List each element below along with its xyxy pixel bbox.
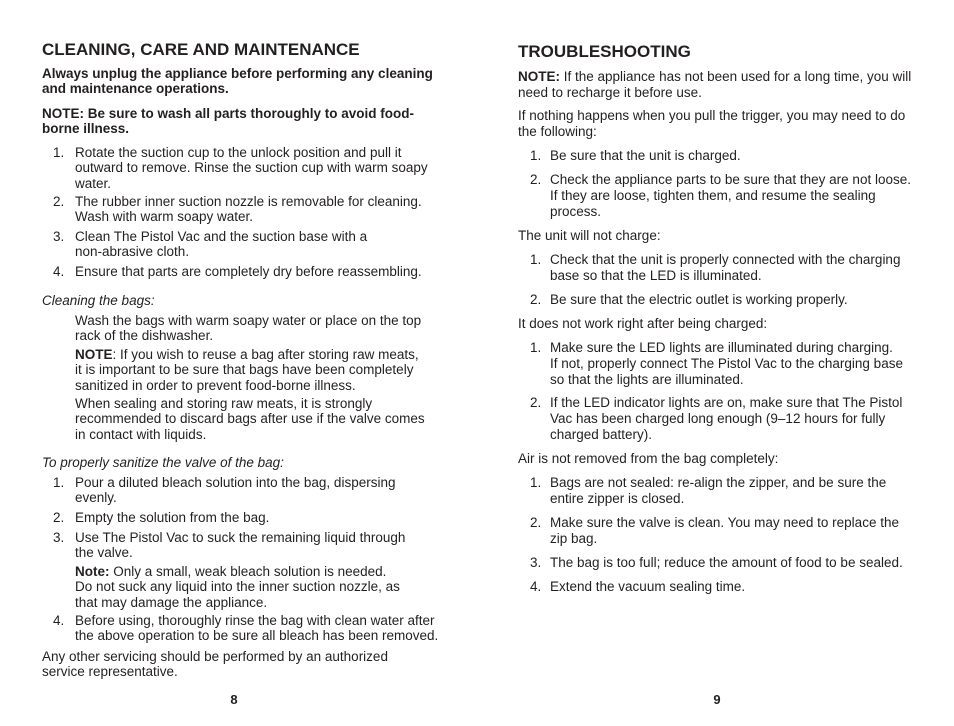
note-label: NOTE — [75, 347, 113, 362]
step-number: 3. — [53, 530, 65, 545]
step-number: 1. — [53, 475, 65, 490]
note-text: : If you wish to reuse a bag after storing raw meats, it is important to be sure that bags have been completely sanitized in order to prevent food-borne illness. — [75, 347, 419, 393]
trigger-step — [530, 148, 741, 164]
unplug-warning: Always unplug the appliance before performing any cleaning and maintenance operations. — [42, 66, 433, 97]
note-label: NOTE: — [518, 69, 560, 84]
trigger-intro: If nothing happens when you pull the trigger, you may need to do the following: — [518, 108, 906, 139]
sanitize-subheading: To properly sanitize the valve of the bag: — [42, 455, 284, 470]
step-number: 1. — [530, 340, 542, 355]
step-number: 3. — [53, 229, 65, 244]
step-text: Make sure the valve is clean. You may need to replace the zip bag. — [550, 515, 899, 546]
step-text: Ensure that parts are completely dry before reassembling. — [75, 264, 422, 279]
cleaning-step — [53, 264, 422, 279]
charge-subheading: The unit will not charge: — [518, 228, 661, 243]
step-number: 4. — [530, 579, 542, 594]
air-step — [530, 515, 899, 547]
sanitize-step — [53, 613, 438, 644]
sanitize-note — [75, 564, 400, 610]
cleaning-step — [53, 229, 367, 260]
step-number: 2. — [53, 194, 65, 209]
cleaning-step — [53, 194, 422, 225]
step-number: 2. — [530, 515, 542, 530]
step-text: Bags are not sealed: re-align the zipper, and be sure the entire zipper is closed. — [550, 475, 887, 506]
after-charge-subheading: It does not work right after being charged: — [518, 316, 768, 331]
step-text: Make sure the LED lights are illuminated during charging. If not, properly connect The Pistol Vac to the charging base so that the lights are illuminated. — [550, 340, 903, 387]
note-text: If the appliance has not been used for a long time, you will need to recharge it before use. — [518, 69, 912, 100]
hygiene-note: NOTE: Be sure to wash all parts thoroughly to avoid food- borne illness. — [42, 106, 415, 137]
step-number: 3. — [530, 555, 542, 570]
bags-note — [75, 347, 419, 393]
step-number: 1. — [530, 252, 542, 267]
step-text: The rubber inner suction nozzle is removable for cleaning. Wash with warm soapy water. — [75, 194, 422, 225]
step-text: Clean The Pistol Vac and the suction base with a non-abrasive cloth. — [75, 229, 368, 260]
step-number: 4. — [53, 613, 65, 628]
step-number: 1. — [530, 475, 542, 490]
section-heading: TROUBLESHOOTING — [518, 42, 691, 61]
trigger-step — [530, 172, 911, 220]
page-number: 9 — [713, 692, 721, 707]
step-text: Check that the unit is properly connected with the charging base so that the LED is illuminated. — [550, 252, 901, 283]
step-text: Pour a diluted bleach solution into the bag, dispersing evenly. — [75, 475, 396, 506]
step-text: If the LED indicator lights are on, make sure that The Pistol Vac has been charged long enough (9–12 hours for fully charged battery). — [550, 395, 903, 442]
raw-meat-paragraph: When sealing and storing raw meats, it is strongly recommended to discard bags after use if the valve comes in contact with liquids. — [75, 396, 425, 442]
note-label: Note: — [75, 564, 110, 579]
cleaning-step — [53, 145, 428, 191]
step-text: Use The Pistol Vac to suck the remaining liquid through the valve. — [75, 530, 406, 561]
after-charge-step — [530, 340, 903, 388]
step-number: 2. — [530, 172, 542, 187]
air-subheading: Air is not removed from the bag completely: — [518, 451, 779, 466]
bags-subheading: Cleaning the bags: — [42, 293, 155, 308]
step-text: Be sure that the electric outlet is working properly. — [550, 292, 848, 307]
step-text: Check the appliance parts to be sure that they are not loose. If they are loose, tighten them, and resume the sealing process. — [550, 172, 911, 219]
step-text: Extend the vacuum sealing time. — [550, 579, 746, 594]
step-text: Rotate the suction cup to the unlock position and pull it outward to remove. Rinse the suction cup with warm soapy water. — [75, 145, 428, 191]
step-number: 4. — [53, 264, 65, 279]
page-number: 8 — [230, 692, 238, 707]
sanitize-step — [53, 475, 395, 506]
bags-paragraph: Wash the bags with warm soapy water or place on the top rack of the dishwasher. — [75, 313, 422, 344]
after-charge-step — [530, 395, 902, 443]
sanitize-step — [53, 530, 405, 561]
air-step — [530, 579, 745, 595]
section-heading: CLEANING, CARE AND MAINTENANCE — [42, 40, 360, 59]
air-step — [530, 475, 886, 507]
step-number: 1. — [530, 148, 542, 163]
sanitize-step — [53, 510, 269, 525]
charge-step — [530, 292, 848, 308]
right-page — [477, 0, 954, 726]
step-text: Be sure that the unit is charged. — [550, 148, 741, 163]
charge-step — [530, 252, 900, 284]
air-step — [530, 555, 903, 571]
step-text: Before using, thoroughly rinse the bag with clean water after the above operation to be sure all bleach has been removed. — [75, 613, 439, 644]
step-text: Empty the solution from the bag. — [75, 510, 270, 525]
step-number: 2. — [53, 510, 65, 525]
note-text: Only a small, weak bleach solution is needed. Do not suck any liquid into the inner suction nozzle, as that may damage the appliance. — [75, 564, 400, 610]
servicing-paragraph: Any other servicing should be performed by an authorized service representative. — [42, 649, 388, 680]
step-number: 1. — [53, 145, 65, 160]
step-number: 2. — [530, 292, 542, 307]
recharge-note — [518, 69, 911, 101]
step-text: The bag is too full; reduce the amount of food to be sealed. — [550, 555, 903, 570]
step-number: 2. — [530, 395, 542, 410]
